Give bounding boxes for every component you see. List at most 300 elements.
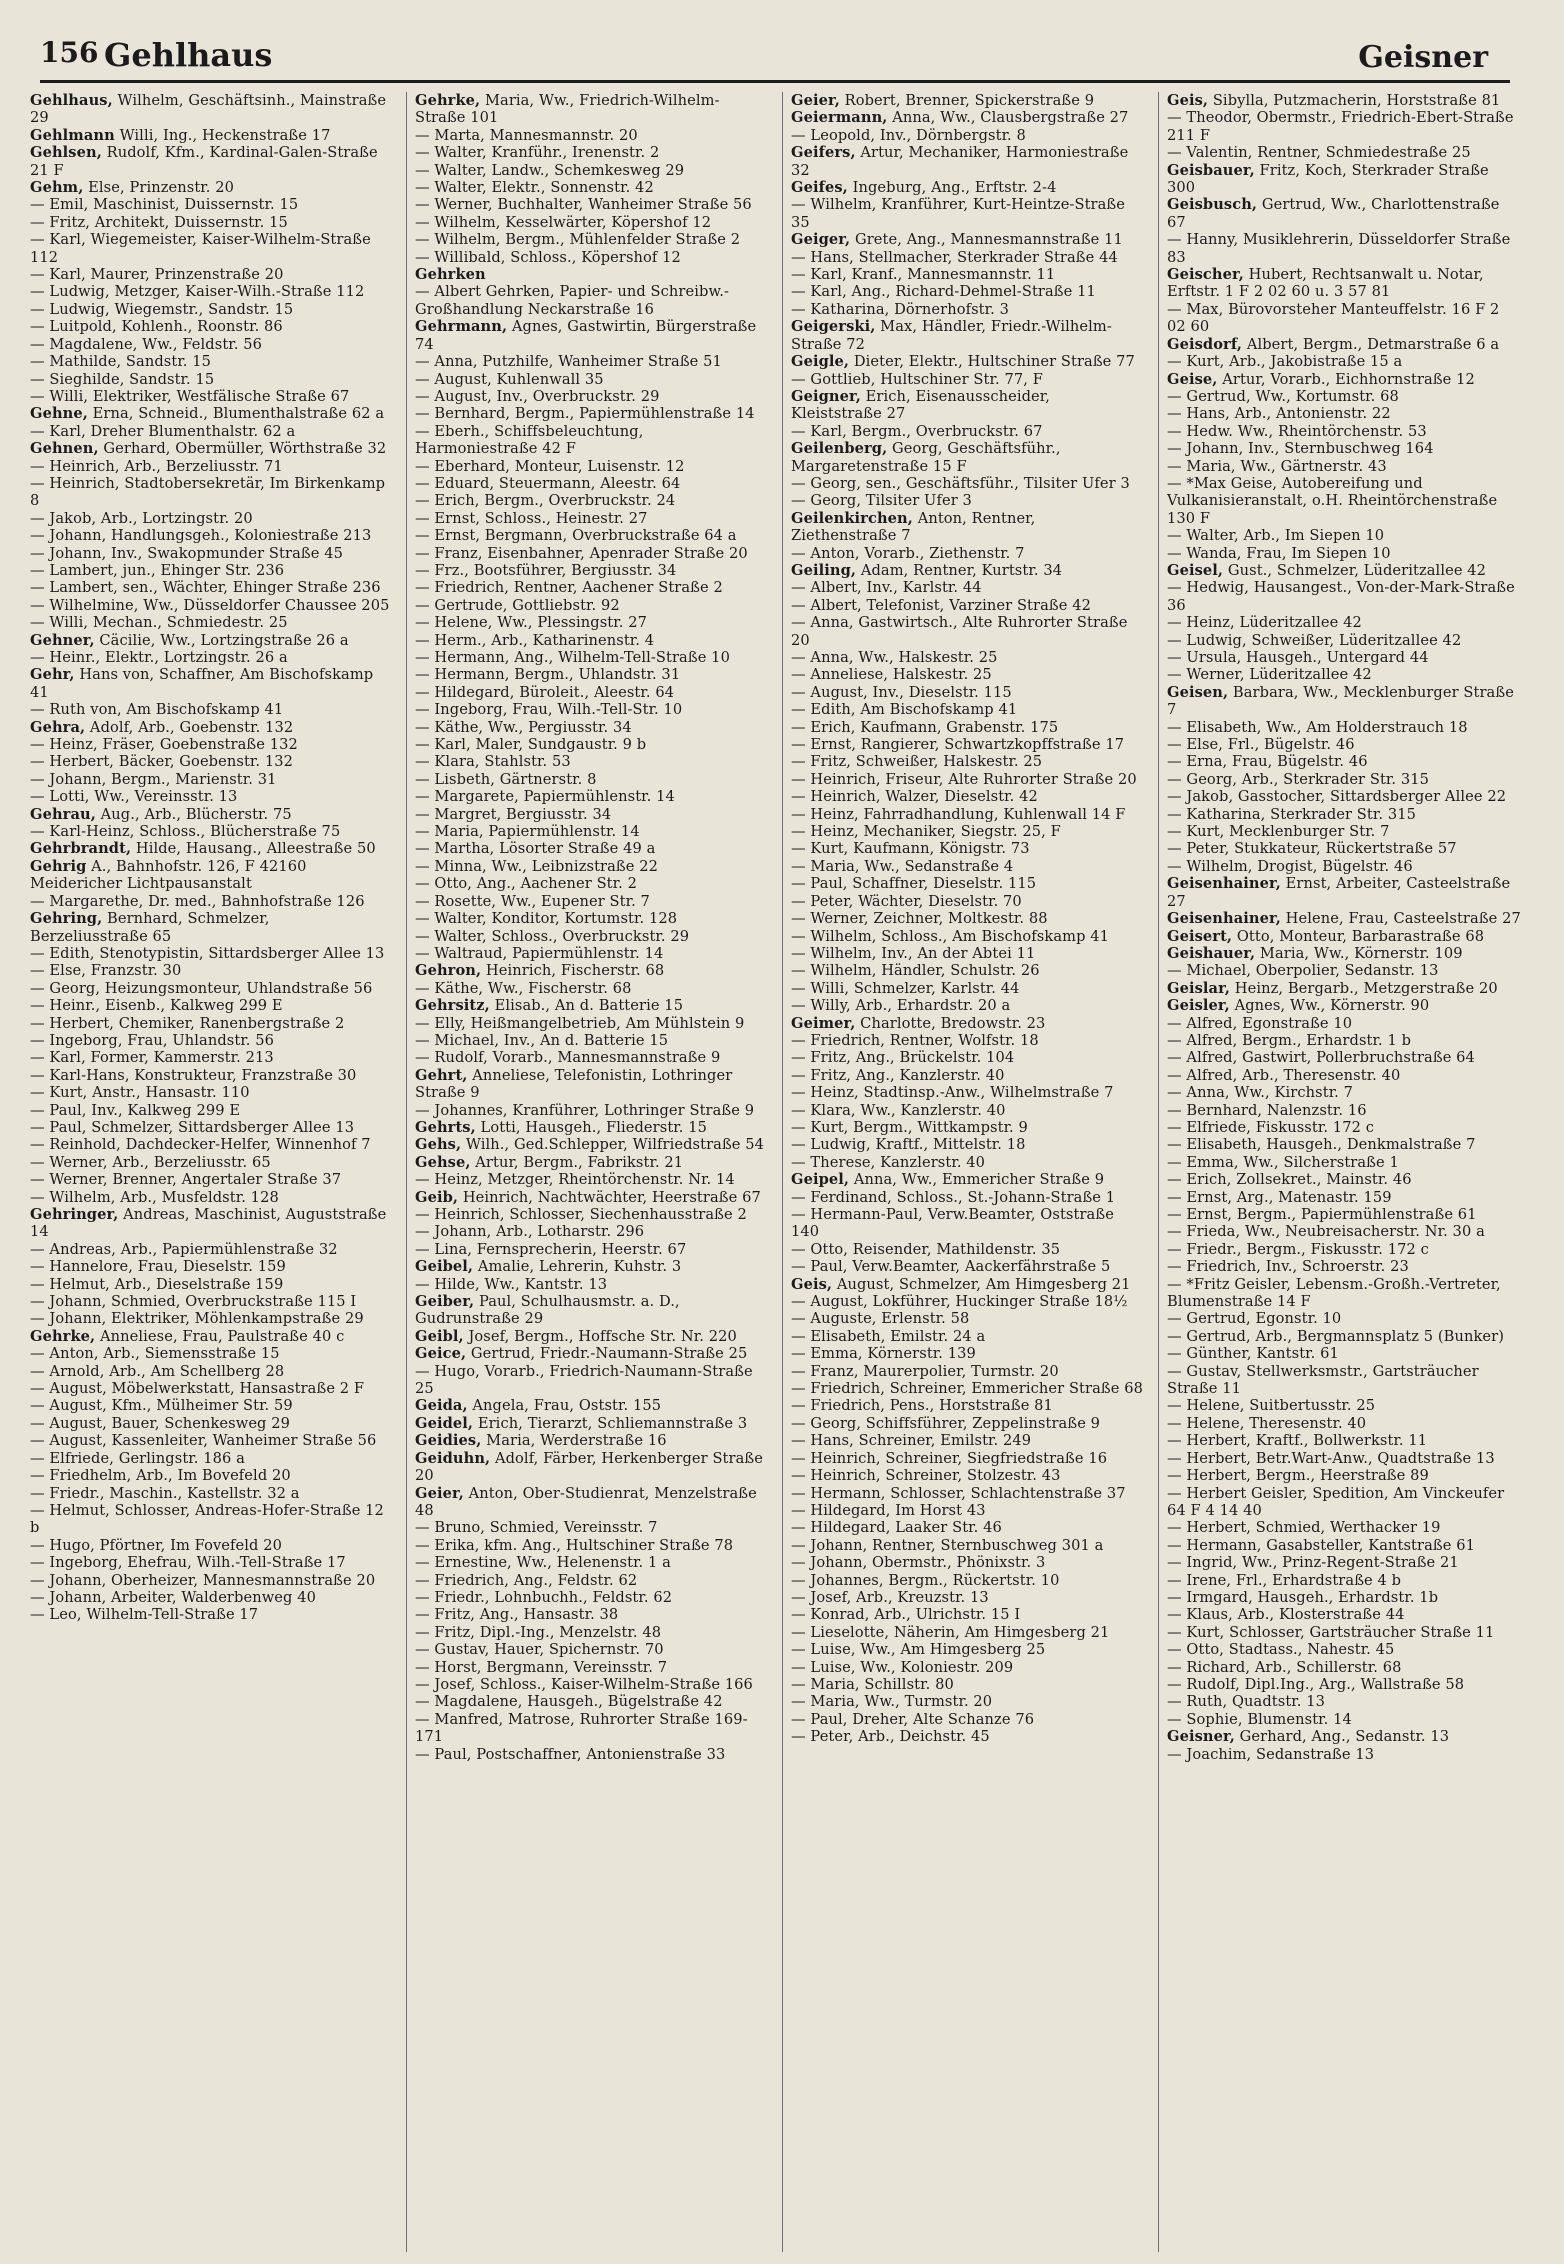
- directory-entry: [30, 92, 392, 127]
- entry-surname: Gehse,: [415, 1153, 471, 1171]
- directory-entry: [415, 1589, 769, 1606]
- directory-entry: [415, 1624, 769, 1641]
- directory-entry: [1167, 962, 1521, 979]
- entry-details: — Heinrich, Walzer, Dieselstr. 42: [791, 788, 1038, 806]
- entry-details: — Johann, Inv., Sternbuschweg 164: [1167, 440, 1434, 458]
- directory-entry: [791, 1450, 1145, 1467]
- directory-entry: [1167, 1171, 1521, 1188]
- directory-entry: [791, 701, 1145, 718]
- directory-entry: [30, 1084, 392, 1101]
- directory-entry: [415, 179, 769, 196]
- entry-surname: Geier,: [791, 92, 840, 109]
- entry-details: — Helmut, Schlosser, Andreas-Hofer-Straße 12 b: [30, 1501, 384, 1537]
- entry-details: Max, Händler, Friedr.-Wilhelm-Straße 72: [791, 318, 1112, 353]
- entry-details: — Willibald, Schloss., Köpershof 12: [415, 248, 681, 266]
- entry-details: — Anna, Gastwirtsch., Alte Ruhrorter Straße 20: [791, 614, 1128, 649]
- entry-details: — Hildegard, Laaker Str. 46: [791, 1519, 1002, 1537]
- directory-entry: [415, 1119, 769, 1136]
- directory-entry: [791, 719, 1145, 736]
- entry-details: — Johann, Obermstr., Phönixstr. 3: [791, 1554, 1046, 1572]
- entry-details: — Gustav, Hauer, Spichernstr. 70: [415, 1641, 664, 1659]
- entry-details: — Paul, Schaffner, Dieselstr. 115: [791, 875, 1037, 893]
- directory-entry: [415, 1258, 769, 1275]
- entry-details: — Jakob, Arb., Lortzingstr. 20: [30, 509, 253, 527]
- entry-details: Albert, Bergm., Detmarstraße 6 a: [1242, 335, 1500, 353]
- entry-details: — Else, Frl., Bügelstr. 46: [1167, 736, 1355, 754]
- directory-entry: [791, 1380, 1145, 1397]
- entry-surname: Geisbusch,: [1167, 196, 1258, 214]
- directory-entry: [791, 1189, 1145, 1206]
- directory-entry: [30, 1397, 392, 1414]
- entry-details: Agnes, Gastwirtin, Bürgerstraße 74: [415, 318, 757, 353]
- entry-details: — Leo, Wilhelm-Tell-Straße 17: [30, 1606, 259, 1624]
- directory-entry: [30, 336, 392, 353]
- entry-details: — Albert, Inv., Karlstr. 44: [791, 579, 982, 597]
- entry-details: — Jakob, Gasstocher, Sittardsberger Allee 22: [1167, 788, 1507, 806]
- directory-entry: [791, 649, 1145, 666]
- entry-details: A., Bahnhofstr. 126, F 42160 Meidericher Lichtpausanstalt: [30, 857, 307, 893]
- entry-details: — Georg, Tilsiter Ufer 3: [791, 492, 972, 510]
- entry-details: — Heinrich, Friseur, Alte Ruhrorter Straße 20: [791, 770, 1137, 788]
- entry-details: Anneliese, Telefonistin, Lothringer Straße 9: [415, 1066, 733, 1102]
- directory-entry: [1167, 945, 1521, 962]
- entry-details: — Maria, Papiermühlenstr. 14: [415, 823, 640, 841]
- entry-surname: Gehron,: [415, 962, 482, 980]
- entry-details: — Walter, Konditor, Kortumstr. 128: [415, 910, 678, 928]
- entry-details: — Peter, Arb., Deichstr. 45: [791, 1728, 990, 1746]
- entry-surname: Geiger,: [791, 231, 851, 249]
- entry-details: — Mathilde, Sandstr. 15: [30, 353, 212, 371]
- directory-entry: [791, 684, 1145, 701]
- directory-entry: [1167, 1537, 1521, 1554]
- entry-details: — Gertrud, Egonstr. 10: [1167, 1310, 1342, 1328]
- entry-surname: Geisner,: [1167, 1728, 1235, 1746]
- entry-details: — Sieghilde, Sandstr. 15: [30, 370, 215, 388]
- directory-entry: [415, 1276, 769, 1293]
- entry-details: — Fritz, Ang., Hansastr. 38: [415, 1606, 619, 1624]
- directory-entry: [30, 1450, 392, 1467]
- directory-entry: [415, 840, 769, 857]
- directory-entry: [1167, 1223, 1521, 1240]
- entry-details: — Hermann, Bergm., Uhlandstr. 31: [415, 666, 681, 684]
- entry-details: Sibylla, Putzmacherin, Horststraße 81: [1208, 92, 1501, 109]
- directory-entry: [791, 1293, 1145, 1310]
- directory-entry: [415, 1206, 769, 1223]
- directory-entry: [1167, 527, 1521, 544]
- entry-details: Grete, Ang., Mannesmannstraße 11: [850, 231, 1123, 249]
- entry-details: — Walter, Elektr., Sonnenstr. 42: [415, 179, 654, 197]
- directory-entry: [1167, 144, 1521, 161]
- entry-details: — Else, Franzstr. 30: [30, 962, 182, 980]
- entry-details: — Karl, Ang., Richard-Dehmel-Straße 11: [791, 283, 1096, 301]
- entry-details: — Ernst, Arg., Matenastr. 159: [1167, 1188, 1392, 1206]
- directory-entry: [791, 1624, 1145, 1641]
- directory-entry: [791, 1276, 1145, 1293]
- directory-entry: [30, 666, 392, 701]
- entry-details: — Hans, Arb., Antonienstr. 22: [1167, 405, 1391, 423]
- entry-details: Barbara, Ww., Mecklenburger Straße 7: [1167, 683, 1514, 719]
- entry-details: — Erich, Kaufmann, Grabenstr. 175: [791, 718, 1059, 736]
- directory-entry: [1167, 1572, 1521, 1589]
- directory-entry: [791, 928, 1145, 945]
- directory-entry: [30, 1589, 392, 1606]
- directory-entry: [1167, 1345, 1521, 1362]
- entry-surname: Gehrke,: [30, 1327, 96, 1345]
- directory-entry: [791, 1432, 1145, 1449]
- entry-details: — Anneliese, Halskestr. 25: [791, 666, 992, 684]
- directory-entry: [791, 353, 1145, 370]
- directory-entry: [791, 1572, 1145, 1589]
- directory-entry: [1167, 753, 1521, 770]
- entry-details: — Martha, Lösorter Straße 49 a: [415, 840, 656, 858]
- directory-entry: [415, 1572, 769, 1589]
- directory-entry: [791, 144, 1145, 179]
- entry-details: — Emil, Maschinist, Duissernstr. 15: [30, 196, 299, 214]
- entry-details: — Michael, Inv., An d. Batterie 15: [415, 1031, 669, 1049]
- entry-details: — Gertrud, Arb., Bergmannsplatz 5 (Bunker): [1167, 1327, 1505, 1345]
- directory-entry: [791, 440, 1145, 475]
- directory-entry: [415, 1606, 769, 1623]
- directory-entry: [30, 1102, 392, 1119]
- directory-entry: [415, 962, 769, 979]
- directory-entry: [30, 997, 392, 1014]
- entry-details: — Manfred, Matrose, Ruhrorter Straße 169-171: [415, 1710, 748, 1746]
- entry-details: — Peter, Wächter, Dieselstr. 70: [791, 892, 1022, 910]
- directory-entry: [30, 1154, 392, 1171]
- directory-entry: [791, 1363, 1145, 1380]
- directory-entry: [30, 127, 392, 144]
- directory-entry: [1167, 840, 1521, 857]
- entry-details: — Elisabeth, Emilstr. 24 a: [791, 1327, 986, 1345]
- directory-entry: [30, 632, 392, 649]
- directory-entry: [791, 1258, 1145, 1275]
- entry-details: — Therese, Kanzlerstr. 40: [791, 1153, 986, 1171]
- directory-entry: [30, 1032, 392, 1049]
- entry-details: — Fritz, Architekt, Duissernstr. 15: [30, 213, 288, 231]
- entry-details: — Hedwig, Hausangest., Von-der-Mark-Straße 36: [1167, 579, 1515, 614]
- directory-entry: [791, 1641, 1145, 1658]
- entry-details: — Paul, Schmelzer, Sittardsberger Allee 13: [30, 1118, 355, 1136]
- entry-details: — Margret, Bergiusstr. 34: [415, 805, 612, 823]
- directory-entry: [791, 1049, 1145, 1066]
- entry-details: Maria, Ww., Friedrich-Wilhelm-Straße 101: [415, 92, 720, 127]
- directory-entry: [1167, 875, 1521, 910]
- entry-details: — Erna, Frau, Bügelstr. 46: [1167, 753, 1368, 771]
- entry-details: — Emma, Körnerstr. 139: [791, 1345, 976, 1363]
- directory-entry: [1167, 162, 1521, 197]
- directory-entry: [1167, 1276, 1521, 1311]
- entry-details: — Paul, Dreher, Alte Schanze 76: [791, 1710, 1035, 1728]
- entry-details: — Alfred, Egonstraße 10: [1167, 1014, 1353, 1032]
- entry-details: — Friedrich, Ang., Feldstr. 62: [415, 1571, 638, 1589]
- directory-entry: [415, 1450, 769, 1485]
- entry-details: — Friedr., Maschin., Kastellstr. 32 a: [30, 1484, 300, 1502]
- entry-details: — Hermann, Ang., Wilhelm-Tell-Straße 10: [415, 649, 730, 666]
- entry-details: — Wilhelm, Drogist, Bügelstr. 46: [1167, 857, 1413, 875]
- directory-entry: [1167, 1676, 1521, 1693]
- directory-entry: [415, 1154, 769, 1171]
- entry-details: — Herbert, Bergm., Heerstraße 89: [1167, 1467, 1429, 1485]
- directory-entry: [791, 788, 1145, 805]
- entry-details: Dieter, Elektr., Hultschiner Straße 77: [849, 353, 1135, 371]
- directory-entry: [30, 1415, 392, 1432]
- entry-details: — Johann, Arb., Lotharstr. 296: [415, 1223, 645, 1241]
- directory-entry: [791, 1032, 1145, 1049]
- directory-entry: [30, 214, 392, 231]
- entry-details: — Fritz, Ang., Brückelstr. 104: [791, 1049, 1015, 1067]
- entry-details: — Hans, Schreiner, Emilstr. 249: [791, 1432, 1032, 1450]
- directory-entry: [30, 1015, 392, 1032]
- directory-entry: [791, 1328, 1145, 1345]
- entry-details: — Frieda, Ww., Neubreisacherstr. Nr. 30 a: [1167, 1223, 1485, 1241]
- directory-entry: [1167, 388, 1521, 405]
- directory-entry: [30, 840, 392, 857]
- entry-details: — Karl, Maurer, Prinzenstraße 20: [30, 266, 284, 284]
- entry-surname: Gehnen,: [30, 440, 99, 458]
- directory-entry: [30, 614, 392, 631]
- entry-details: Maria, Ww., Körnerstr. 109: [1255, 944, 1463, 962]
- entry-surname: Gehringer,: [30, 1206, 119, 1223]
- entry-details: — Lambert, sen., Wächter, Ehinger Straße 236: [30, 579, 381, 597]
- entry-details: — Ingeborg, Ehefrau, Wilh.-Tell-Straße 17: [30, 1554, 346, 1572]
- entry-details: — Hilde, Ww., Kantstr. 13: [415, 1275, 608, 1293]
- entry-details: — Franz, Maurerpolier, Turmstr. 20: [791, 1362, 1059, 1380]
- entry-details: — Werner, Lüderitzallee 42: [1167, 666, 1372, 684]
- entry-details: — Otto, Reisender, Mathildenstr. 35: [791, 1240, 1061, 1258]
- directory-entry: [1167, 632, 1521, 649]
- entry-details: — Katharina, Sterkrader Str. 315: [1167, 805, 1416, 823]
- directory-entry: [1167, 788, 1521, 805]
- entry-details: — Leopold, Inv., Dörnbergstr. 8: [791, 126, 1026, 144]
- entry-surname: Geislar,: [1167, 979, 1231, 997]
- directory-entry: [1167, 1119, 1521, 1136]
- entry-details: — Alfred, Gastwirt, Pollerbruchstraße 64: [1167, 1049, 1475, 1067]
- directory-entry: [1167, 719, 1521, 736]
- entry-details: — Heinz, Stadtinsp.-Anw., Wilhelmstraße 7: [791, 1084, 1114, 1102]
- directory-entry: [415, 144, 769, 161]
- directory-entry: [791, 1659, 1145, 1676]
- directory-entry: [30, 1380, 392, 1397]
- entry-details: — Franz, Eisenbahner, Apenrader Straße 20: [415, 544, 748, 562]
- directory-entry: [791, 249, 1145, 266]
- entry-details: — Fritz, Schweißer, Halskestr. 25: [791, 753, 1043, 771]
- entry-details: — Hermann, Schlosser, Schlachtenstraße 37: [791, 1484, 1126, 1502]
- entry-surname: Gehr,: [30, 666, 75, 684]
- entry-details: — Johann, Oberheizer, Mannesmannstraße 20: [30, 1571, 376, 1589]
- directory-entry: [415, 945, 769, 962]
- entry-details: — August, Kuhlenwall 35: [415, 370, 604, 388]
- directory-entry: [30, 1189, 392, 1206]
- directory-entry: [791, 823, 1145, 840]
- entry-surname: Geice,: [415, 1345, 467, 1363]
- directory-entry: [30, 1206, 392, 1241]
- entry-details: — Lambert, jun., Ehinger Str. 236: [30, 561, 285, 579]
- directory-entry: [1167, 1310, 1521, 1327]
- directory-entry: [415, 371, 769, 388]
- entry-details: — Heinrich, Schlosser, Siechenhausstraße 2: [415, 1206, 747, 1223]
- directory-entry: [415, 423, 769, 458]
- directory-entry: [30, 649, 392, 666]
- directory-entry: [791, 1693, 1145, 1710]
- directory-entry: [30, 440, 392, 457]
- entry-surname: Geis,: [1167, 92, 1209, 109]
- entry-details: Charlotte, Bredowstr. 23: [855, 1014, 1046, 1032]
- entry-details: — Johann, Elektriker, Möhlenkampstraße 29: [30, 1310, 364, 1328]
- directory-entry: [1167, 1206, 1521, 1223]
- entry-details: Ingeburg, Ang., Erftstr. 2-4: [847, 179, 1057, 197]
- entry-details: — Konrad, Arb., Ulrichstr. 15 I: [791, 1606, 1021, 1624]
- directory-entry: [791, 1067, 1145, 1084]
- entry-details: — Wilhelm, Händler, Schulstr. 26: [791, 962, 1040, 980]
- directory-entry: [415, 1519, 769, 1536]
- directory-entry: [30, 1502, 392, 1537]
- directory-entry: [791, 1502, 1145, 1519]
- entry-details: — Ludwig, Wiegemstr., Sandstr. 15: [30, 300, 294, 318]
- entry-details: — Friedrich, Rentner, Wolfstr. 18: [791, 1031, 1039, 1049]
- entry-details: — Hermann, Gasabsteller, Kantstraße 61: [1167, 1536, 1475, 1554]
- directory-entry: [791, 1711, 1145, 1728]
- directory-entry: [1167, 545, 1521, 562]
- directory-entry: [1167, 858, 1521, 875]
- directory-entry: [30, 231, 392, 266]
- entry-details: — Richard, Arb., Schillerstr. 68: [1167, 1658, 1402, 1676]
- directory-entry: [415, 231, 769, 248]
- directory-entry: [1167, 1067, 1521, 1084]
- directory-entry: [30, 806, 392, 823]
- entry-details: — Georg, Schiffsführer, Zeppelinstraße 9: [791, 1414, 1101, 1432]
- entry-details: Anton, Rentner, Ziethenstraße 7: [791, 509, 1036, 545]
- directory-entry: [415, 1049, 769, 1066]
- entry-details: — Eduard, Steuermann, Aleestr. 64: [415, 474, 681, 492]
- directory-entry: [1167, 440, 1521, 457]
- directory-entry: [791, 545, 1145, 562]
- directory-entry: [791, 858, 1145, 875]
- directory-entry: [791, 388, 1145, 423]
- entry-details: — Paul, Postschaffner, Antonienstraße 33: [415, 1745, 726, 1763]
- directory-entry: [415, 597, 769, 614]
- directory-entry: [415, 753, 769, 770]
- entry-details: Gust., Schmelzer, Lüderitzallee 42: [1223, 561, 1487, 579]
- entry-details: — Friedr., Bergm., Fiskusstr. 172 c: [1167, 1240, 1429, 1258]
- directory-entry: [415, 1363, 769, 1398]
- entry-details: Else, Prinzenstr. 20: [83, 179, 235, 197]
- entry-details: Gerhard, Ang., Sedanstr. 13: [1234, 1728, 1450, 1746]
- entry-details: Rudolf, Kfm., Kardinal-Galen-Straße 21 F: [30, 144, 378, 179]
- entry-details: Maria, Werderstraße 16: [481, 1432, 667, 1450]
- entry-details: — Frz., Bootsführer, Bergiusstr. 34: [415, 561, 677, 579]
- entry-details: Wilh., Ged.Schlepper, Wilfriedstraße 54: [461, 1136, 765, 1154]
- entry-details: Helene, Frau, Casteelstraße 27: [1280, 910, 1521, 928]
- directory-entry: [1167, 405, 1521, 422]
- entry-details: — Erich, Bergm., Overbruckstr. 24: [415, 492, 676, 510]
- entry-details: — Kurt, Mecklenburger Str. 7: [1167, 823, 1390, 841]
- page-number: 156: [40, 36, 99, 69]
- entry-details: — Sophie, Blumenstr. 14: [1167, 1710, 1352, 1728]
- entry-details: Robert, Brenner, Spickerstraße 9: [839, 92, 1095, 109]
- directory-entry: [791, 109, 1145, 126]
- entry-surname: Gehrmann,: [415, 318, 508, 336]
- directory-entry: [30, 510, 392, 527]
- entry-surname: Geidies,: [415, 1432, 482, 1450]
- entry-details: — Anna, Putzhilfe, Wanheimer Straße 51: [415, 353, 722, 371]
- directory-entry: [791, 1084, 1145, 1101]
- directory-entry: [30, 1554, 392, 1571]
- entry-details: — Bruno, Schmied, Vereinsstr. 7: [415, 1519, 658, 1537]
- directory-entry: [791, 980, 1145, 997]
- entry-details: — Eberh., Schiffsbeleuchtung, Harmoniestraße 42 F: [415, 422, 644, 458]
- entry-details: — August, Inv., Dieselstr. 115: [791, 683, 1012, 701]
- entry-surname: Geiber,: [415, 1293, 475, 1311]
- entry-surname: Geifers,: [791, 144, 856, 162]
- directory-entry: [415, 1711, 769, 1746]
- entry-surname: Gehrbrandt,: [30, 840, 132, 858]
- directory-entry: [1167, 823, 1521, 840]
- directory-entry: [1167, 1606, 1521, 1623]
- entry-details: — Ernst, Rangierer, Schwartzkopffstraße 17: [791, 736, 1125, 754]
- entry-details: Artur, Bergm., Fabrikstr. 21: [470, 1153, 684, 1171]
- directory-entry: [30, 1067, 392, 1084]
- entry-details: — *Max Geise, Autobereifung und Vulkanisieranstalt, o.H. Rheintörchenstraße 130 F: [1167, 474, 1498, 527]
- directory-entry: [1167, 109, 1521, 144]
- directory-entry: [415, 1676, 769, 1693]
- directory-entry: [1167, 1363, 1521, 1398]
- directory-entry: [415, 1345, 769, 1362]
- directory-entry: [415, 1537, 769, 1554]
- entry-details: Otto, Monteur, Barbarastraße 68: [1232, 927, 1485, 945]
- entry-details: — Werner, Arb., Berzeliusstr. 65: [30, 1153, 271, 1171]
- directory-entry: [791, 179, 1145, 196]
- entry-details: — Hans, Stellmacher, Sterkrader Straße 44: [791, 248, 1118, 266]
- entry-details: — Ingeborg, Frau, Uhlandstr. 56: [30, 1031, 275, 1049]
- entry-details: — Johannes, Kranführer, Lothringer Straße 9: [415, 1101, 755, 1119]
- entry-details: — Anna, Ww., Halskestr. 25: [791, 649, 998, 666]
- entry-details: — Herbert, Schmied, Werthacker 19: [1167, 1519, 1441, 1537]
- directory-entry: [1167, 1102, 1521, 1119]
- directory-entry: [30, 405, 392, 422]
- entry-details: Agnes, Ww., Körnerstr. 90: [1229, 997, 1430, 1015]
- entry-details: — Wilhelm, Schloss., Am Bischofskamp 41: [791, 927, 1110, 945]
- directory-entry: [30, 1293, 392, 1310]
- directory-entry: [1167, 771, 1521, 788]
- entry-details: Hans von, Schaffner, Am Bischofskamp 41: [30, 666, 374, 701]
- entry-details: — Fritz, Ang., Kanzlerstr. 40: [791, 1066, 1005, 1084]
- entry-details: Aug., Arb., Blücherstr. 75: [95, 805, 292, 823]
- entry-details: Georg, Geschäftsführ., Margaretenstraße 15 F: [791, 440, 1061, 475]
- directory-entry: [1167, 1032, 1521, 1049]
- directory-entry: [791, 127, 1145, 144]
- entry-surname: Gehm,: [30, 179, 84, 197]
- directory-entry: [1167, 1711, 1521, 1728]
- directory-entry: [30, 1328, 392, 1345]
- directory-columns: [30, 92, 1520, 2252]
- entry-details: — Luise, Ww., Koloniestr. 209: [791, 1658, 1014, 1676]
- directory-entry: [791, 840, 1145, 857]
- entry-details: Erich, Eisenausscheider, Kleiststraße 27: [791, 387, 1050, 423]
- directory-entry: [1167, 910, 1521, 927]
- directory-entry: [30, 788, 392, 805]
- entry-details: — Walter, Arb., Im Siepen 10: [1167, 527, 1385, 545]
- directory-entry: [415, 1136, 769, 1153]
- entry-surname: Geimer,: [791, 1014, 856, 1032]
- entry-details: — Ingrid, Ww., Prinz-Regent-Straße 21: [1167, 1554, 1459, 1572]
- directory-entry: [1167, 475, 1521, 527]
- entry-details: — Kurt, Schlosser, Gartsträucher Straße 11: [1167, 1623, 1495, 1641]
- entry-details: — Friedrich, Pens., Horststraße 81: [791, 1397, 1053, 1415]
- entry-details: — Willy, Arb., Erhardstr. 20 a: [791, 997, 1011, 1015]
- entry-details: — Kurt, Arb., Jakobistraße 15 a: [1167, 353, 1403, 371]
- entry-details: — Auguste, Erlenstr. 58: [791, 1310, 970, 1328]
- entry-surname: Geilenberg,: [791, 440, 888, 458]
